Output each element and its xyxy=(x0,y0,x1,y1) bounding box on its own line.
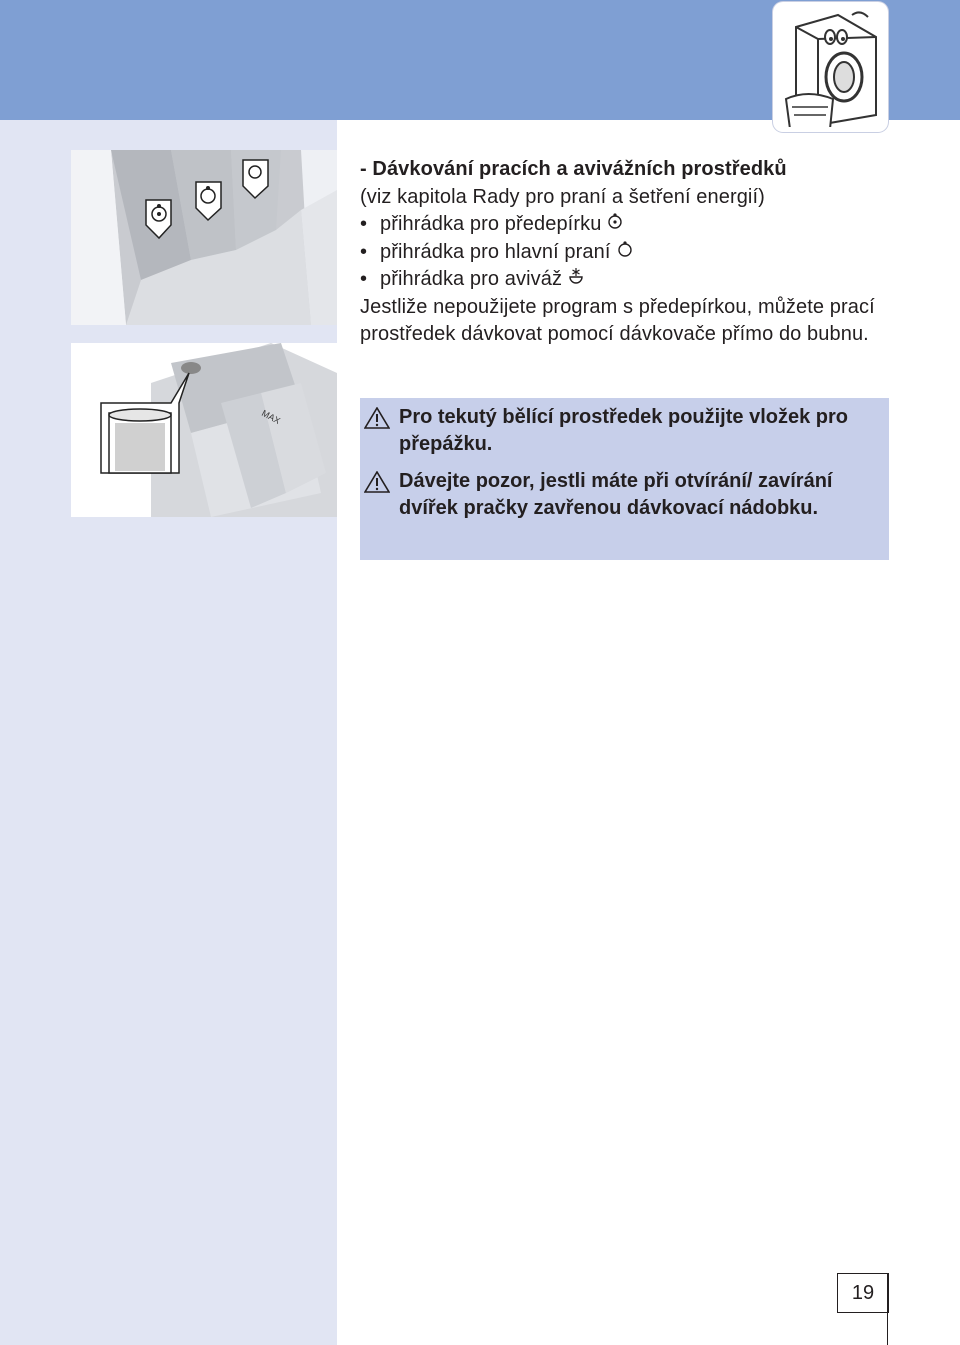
list-item-text: přihrádka pro aviváž xyxy=(380,268,563,290)
bullet-dot: • xyxy=(360,213,368,235)
main-wash-icon xyxy=(617,239,633,267)
warning-icon xyxy=(364,407,390,437)
prewash-icon xyxy=(607,211,623,239)
section-heading: - Dávkování pracích a avivážních prostředků xyxy=(360,158,787,180)
bullet-dot: • xyxy=(360,268,368,290)
softener-icon xyxy=(568,266,584,294)
bullet-dot: • xyxy=(360,240,368,263)
detergent-drawer-figure xyxy=(71,150,337,325)
washing-machine-logo xyxy=(773,2,888,132)
liquid-insert-figure xyxy=(71,343,337,517)
warning-text: Dávejte pozor, jestli máte při otvírání/ zavírání dvířek pračky zavřenou dávkovací nádobku. xyxy=(399,470,833,519)
page-number: 19 xyxy=(837,1273,889,1313)
warning-box xyxy=(360,398,889,560)
page-number-rule xyxy=(887,1273,888,1345)
dosing-paragraph: Jestliže nepoužijete program s předepírkou, můžete prací prostředek dávkovat pomocí dávkovače přímo do bubnu. xyxy=(360,295,875,345)
list-item-text: přihrádka pro předepírku xyxy=(380,213,602,235)
dosing-section xyxy=(360,156,890,349)
warning-text: Pro tekutý bělící prostředek použijte vložek pro přepážku. xyxy=(399,406,848,455)
list-item xyxy=(360,211,890,239)
warning-icon xyxy=(364,471,390,501)
list-item xyxy=(360,266,890,294)
list-item xyxy=(360,239,890,267)
list-item-text: přihrádka pro hlavní praní xyxy=(380,240,611,263)
max-label: MAX xyxy=(260,407,282,426)
reference-note: (viz kapitola Rady pro praní a šetření energií) xyxy=(360,185,765,208)
